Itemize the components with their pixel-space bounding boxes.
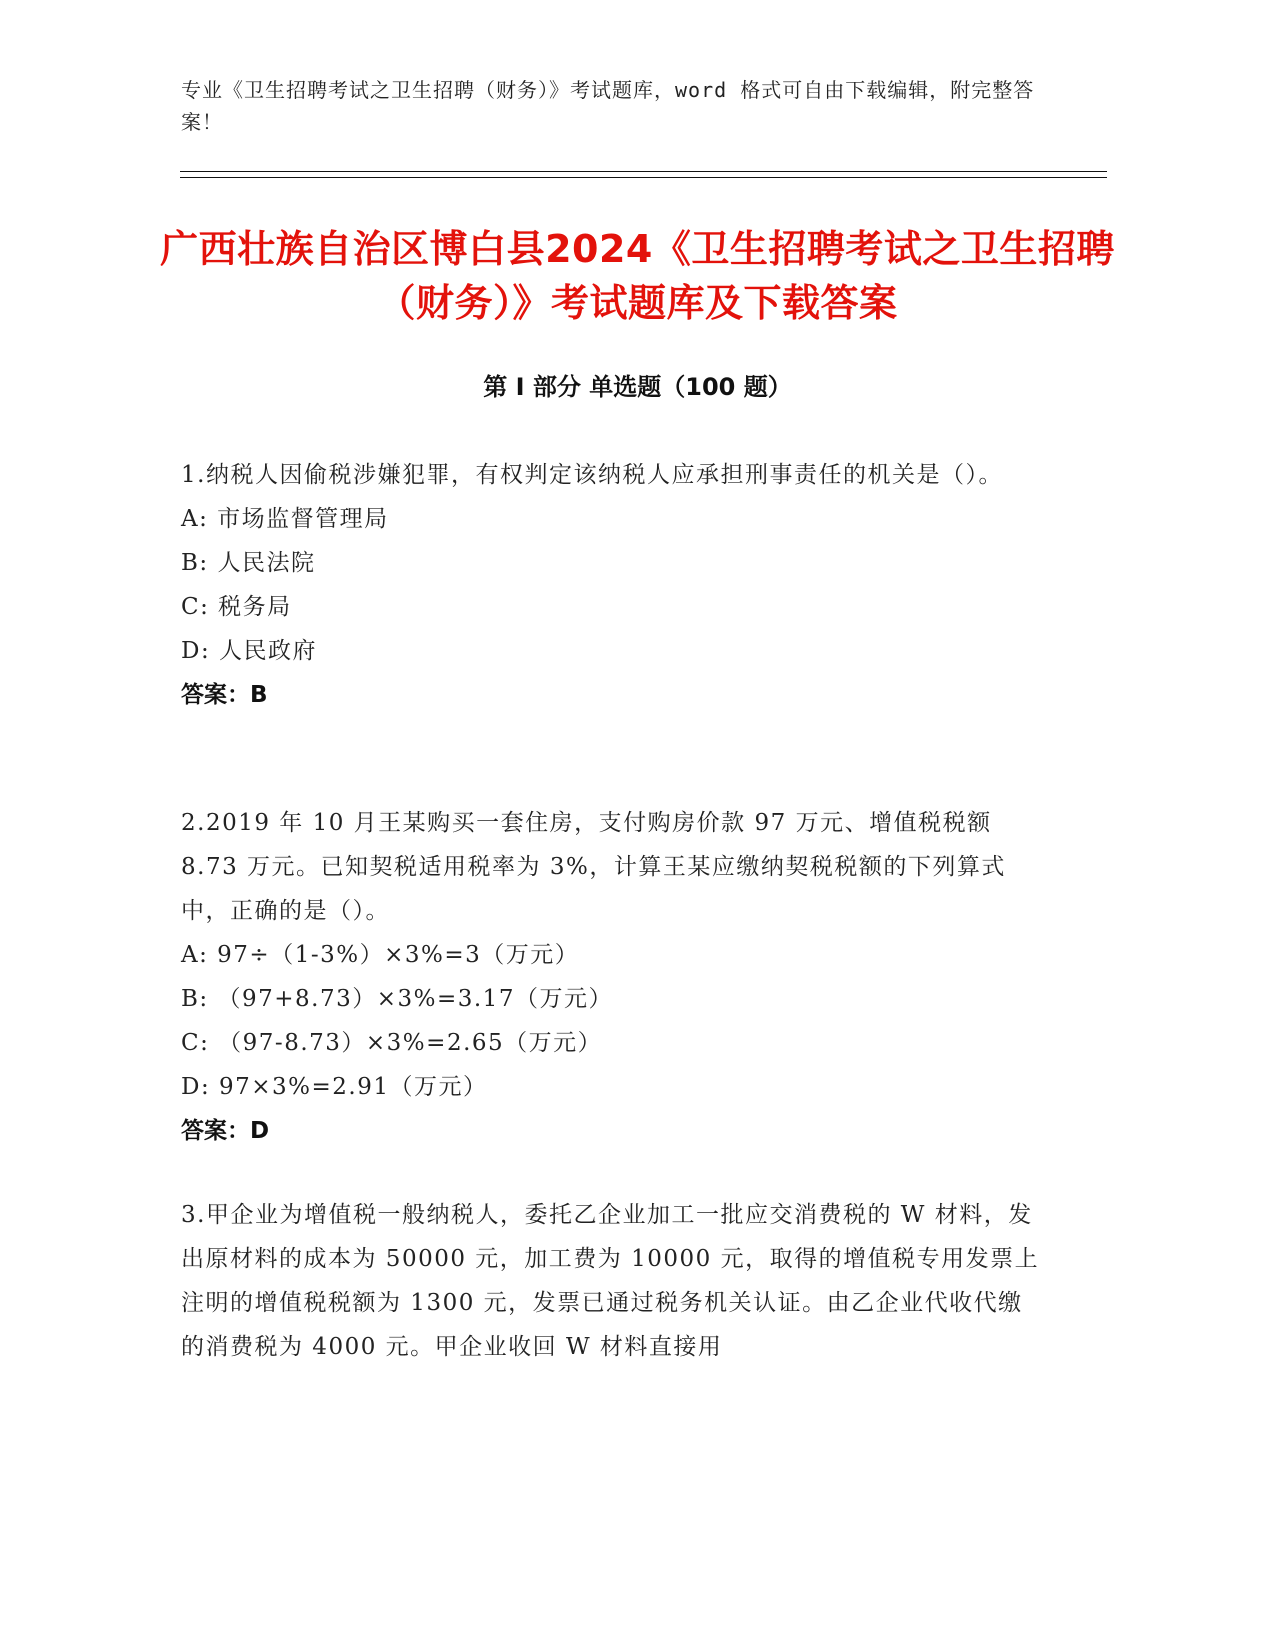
option-d: D: 人民政府 bbox=[181, 638, 318, 664]
section-heading: 第 I 部分 单选题（100 题） bbox=[483, 373, 792, 401]
answer: 答案：D bbox=[181, 1118, 270, 1144]
option-c: C: 税务局 bbox=[181, 594, 292, 620]
option-a: A: 市场监督管理局 bbox=[181, 506, 389, 532]
option-b: B: 人民法院 bbox=[181, 550, 316, 576]
answer: 答案：B bbox=[181, 682, 268, 708]
question-stem: 3.甲企业为增值税一般纳税人，委托乙企业加工一批应交消费税的 W 材料，发出原材料的成本为 50000 元，加工费为 10000 元，取得的增值税专用发票上注明的增值税税额为 1300 元，发票已通过税务机关认证。由乙企业代收代缴的消费税为 4000 元。甲企业收回 W 材料直接用 bbox=[181, 1202, 1040, 1360]
option-b: B: （97+8.73）×3%=3.17（万元） bbox=[181, 986, 613, 1012]
header-note: 专业《卫生招聘考试之卫生招聘（财务）》考试题库，word 格式可自由下载编辑，附完整答案！ bbox=[181, 78, 1035, 134]
option-c: C: （97-8.73）×3%=2.65（万元） bbox=[181, 1030, 603, 1056]
header-divider-bottom bbox=[180, 177, 1107, 178]
question-stem: 1.纳税人因偷税涉嫌犯罪，有权判定该纳税人应承担刑事责任的机关是（）。 bbox=[181, 462, 1003, 488]
document-title: 广西壮族自治区博白县2024《卫生招聘考试之卫生招聘（财务）》考试题库及下载答案 bbox=[160, 227, 1115, 325]
header-divider-top bbox=[180, 171, 1107, 172]
question-2 bbox=[181, 801, 1041, 1153]
question-3 bbox=[181, 1193, 1041, 1369]
question-1 bbox=[181, 453, 1041, 717]
option-d: D: 97×3%=2.91（万元） bbox=[181, 1074, 488, 1100]
question-stem: 2.2019 年 10 月王某购买一套住房，支付购房价款 97 万元、增值税税额 8.73 万元。已知契税适用税率为 3%，计算王某应缴纳契税税额的下列算式中，正确的是（）。 bbox=[181, 810, 1006, 924]
option-a: A: 97÷（1-3%）×3%=3（万元） bbox=[181, 942, 580, 968]
